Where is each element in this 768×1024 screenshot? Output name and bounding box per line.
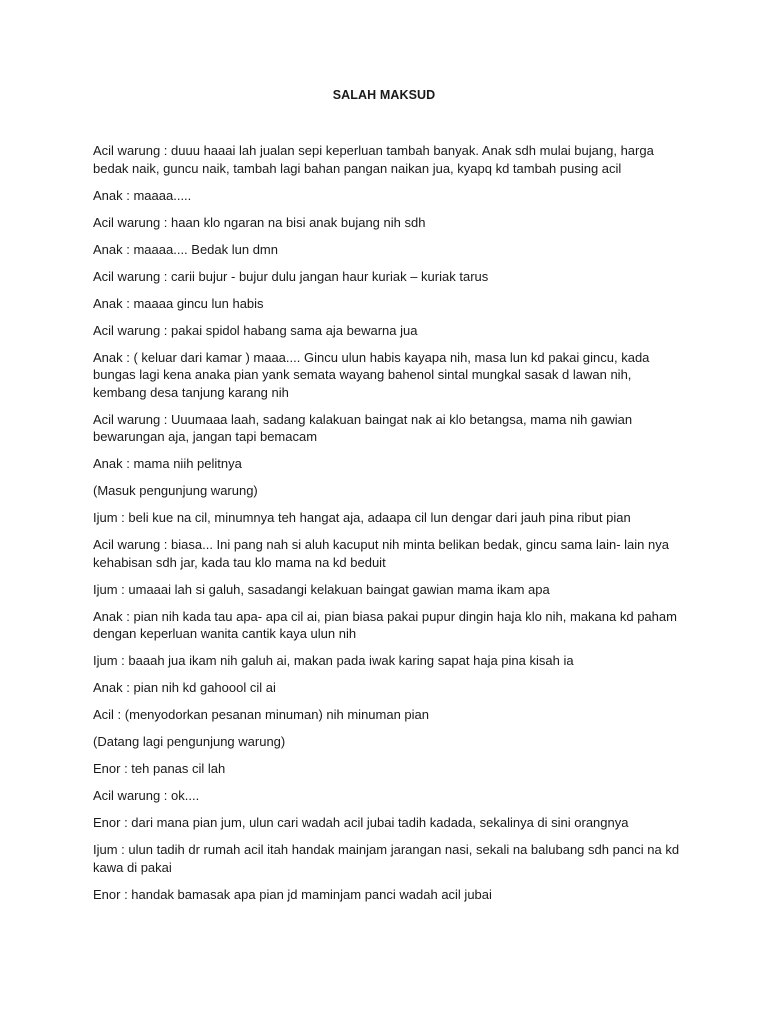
paragraph: Ijum : beli kue na cil, minumnya teh hangat aja, adaapa cil lun dengar dari jauh pina ribut pian bbox=[93, 510, 631, 525]
paragraph: Anak : maaaa gincu lun habis bbox=[93, 295, 264, 311]
paragraph: Anak : maaaa.... Bedak lun dmn bbox=[93, 241, 278, 257]
paragraph: Acil warung : ok.... bbox=[93, 788, 200, 803]
paragraph: Ijum : ulun tadih dr rumah acil itah handak mainjam jarangan nasi, sekali na balubang sdh panci na kd kawa di pakai bbox=[93, 842, 680, 875]
paragraph: Acil warung : carii bujur - bujur dulu jangan haur kuriak – kuriak tarus bbox=[93, 268, 489, 284]
paragraph: Acil warung : pakai spidol habang sama aja bewarna jua bbox=[93, 322, 418, 338]
paragraph: Anak : pian nih kd gahoool cil ai bbox=[93, 680, 276, 695]
paragraph: (Masuk pengunjung warung) bbox=[93, 483, 258, 498]
paragraph: Ijum : baaah jua ikam nih galuh ai, makan pada iwak karing sapat haja pina kisah ia bbox=[93, 653, 574, 668]
paragraph: Enor : dari mana pian jum, ulun cari wadah acil jubai tadih kadada, sekalinya di sini orangnya bbox=[93, 815, 629, 830]
paragraph: Anak : pian nih kada tau apa- apa cil ai, pian biasa pakai pupur dingin haja klo nih, makana kd paham dengan keperluan wanita cantik kaya ulun nih bbox=[93, 608, 677, 641]
paragraph: Enor : teh panas cil lah bbox=[93, 761, 226, 776]
paragraph: Enor : handak bamasak apa pian jd maminjam panci wadah acil jubai bbox=[93, 886, 492, 902]
paragraph: Ijum : umaaai lah si galuh, sasadangi kelakuan baingat gawian mama ikam apa bbox=[93, 581, 550, 597]
paragraph: Anak : mama niih pelitnya bbox=[93, 456, 242, 471]
paragraph: Acil warung : biasa... Ini pang nah si aluh kacuput nih minta belikan bedak, gincu sama lain- lain nya kehabisan sdh jar, kada tau klo mama na kd beduit bbox=[93, 537, 669, 570]
paragraph: Acil : (menyodorkan pesanan minuman) nih minuman pian bbox=[93, 707, 430, 722]
paragraph: Anak : maaaa..... bbox=[93, 187, 192, 203]
paragraph: Acil warung : duuu haaai lah jualan sepi keperluan tambah banyak. Anak sdh mulai bujang, harga bedak naik, guncu naik, tambah lagi bahan pangan naikan jua, kyapq kd tambah pusing acil bbox=[93, 143, 654, 176]
paragraph: Acil warung : Uuumaaa laah, sadang kalakuan baingat nak ai klo betangsa, mama nih gawian bewarungan aja, jangan tapi bemacam bbox=[93, 411, 633, 444]
document-title: SALAH MAKSUD bbox=[332, 88, 436, 102]
paragraph: (Datang lagi pengunjung warung) bbox=[93, 734, 286, 749]
paragraph: Anak : ( keluar dari kamar ) maaa.... Gincu ulun habis kayapa nih, masa lun kd pakai gincu, kada bungas lagi kena anaka pian yank semata wayang bahenol sintal mungkal sasak d lawan nih, kembang desa tanjung karang nih bbox=[93, 349, 650, 400]
paragraph: Acil warung : haan klo ngaran na bisi anak bujang nih sdh bbox=[93, 214, 426, 230]
document-body bbox=[93, 142, 683, 913]
